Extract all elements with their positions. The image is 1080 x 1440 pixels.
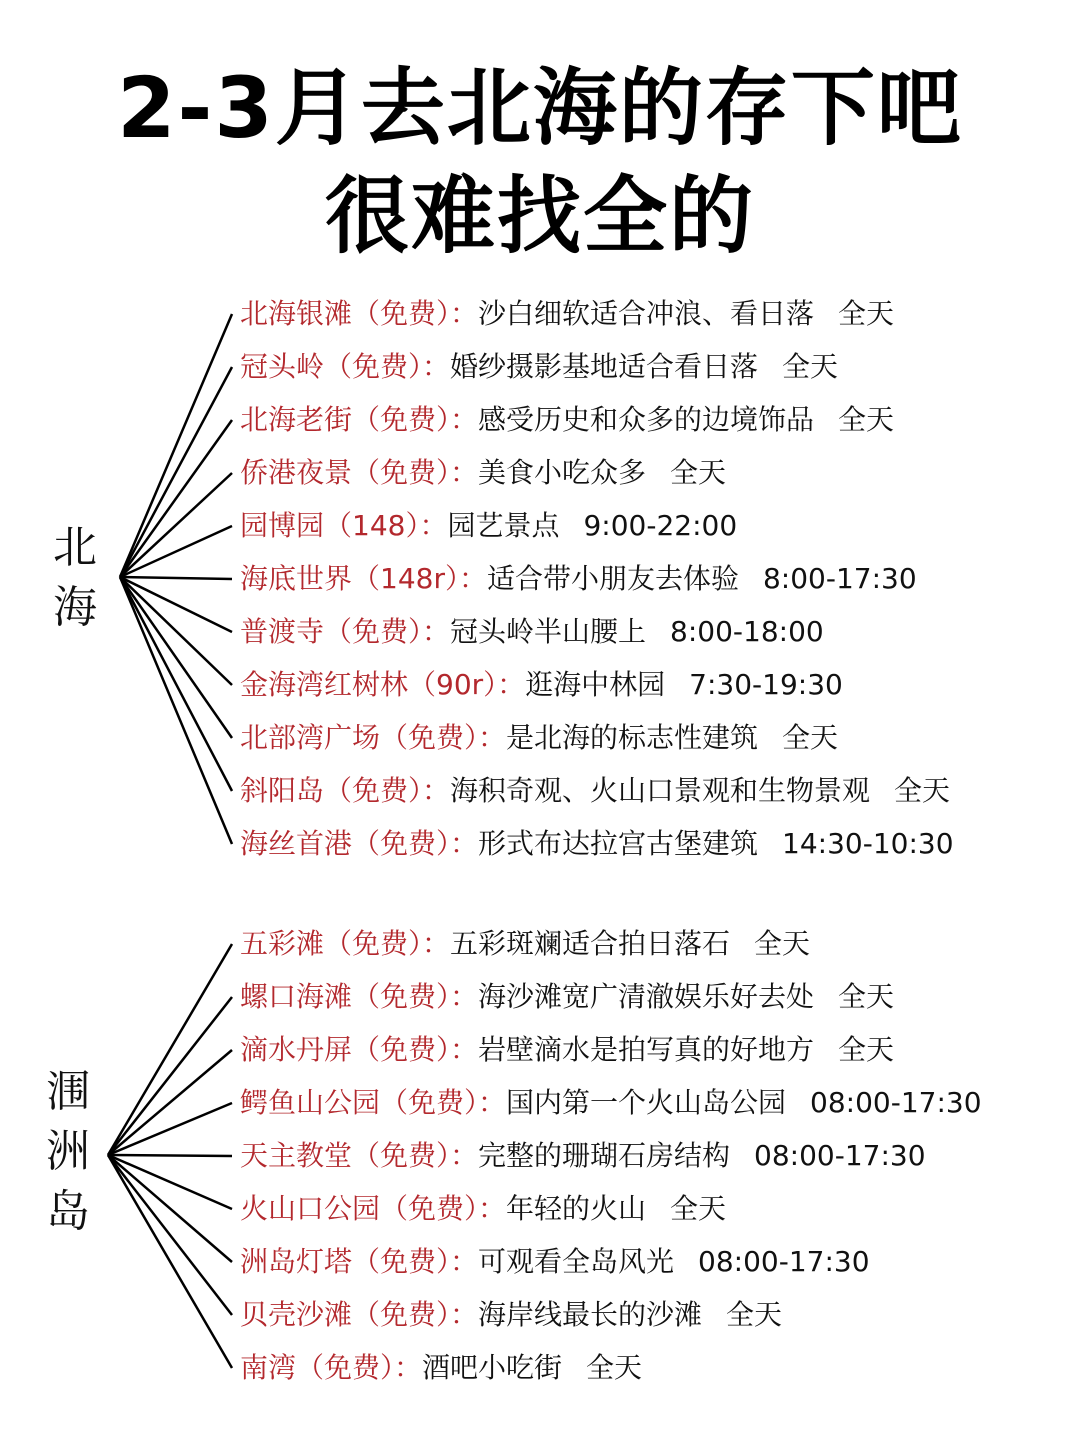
attraction-row xyxy=(240,506,737,546)
attraction-row xyxy=(240,1242,870,1282)
attraction-description: 海岸线最长的沙滩 xyxy=(478,1298,703,1331)
branch-line xyxy=(120,577,232,738)
attraction-description: 感受历史和众多的边境饰品 xyxy=(478,403,815,436)
attraction-hours: 全天 xyxy=(754,927,811,960)
branch-line xyxy=(120,367,232,577)
attraction-hours: 全天 xyxy=(838,403,895,436)
attraction-name: 海底世界（148r）： xyxy=(240,562,487,595)
branch-line xyxy=(108,1050,232,1155)
attraction-description: 岩壁滴水是拍写真的好地方 xyxy=(478,1033,815,1066)
attraction-name: 园博园（148）： xyxy=(240,509,448,542)
attraction-hours: 全天 xyxy=(726,1298,783,1331)
attraction-hours: 9:00-22:00 xyxy=(583,509,738,542)
attraction-hours: 全天 xyxy=(782,350,839,383)
region-label-char: 洲 xyxy=(46,1126,90,1177)
attraction-hours: 08:00-17:30 xyxy=(810,1086,982,1119)
attraction-row xyxy=(240,559,917,599)
attraction-row xyxy=(240,1083,982,1123)
attraction-row xyxy=(240,294,894,334)
attraction-description: 沙白细软适合冲浪、看日落 xyxy=(478,297,815,330)
attraction-row xyxy=(240,771,950,811)
attraction-row xyxy=(240,977,894,1017)
branch-line xyxy=(108,1155,232,1156)
attraction-name: 普渡寺（免费）： xyxy=(240,615,451,648)
attraction-name: 南湾（免费）： xyxy=(240,1351,423,1384)
region-label xyxy=(38,1062,98,1242)
branch-line xyxy=(120,473,232,577)
attraction-row xyxy=(240,824,954,864)
region-label-char: 海 xyxy=(53,582,97,633)
attraction-row xyxy=(240,612,824,652)
region-label xyxy=(45,518,105,638)
attraction-description: 酒吧小吃街 xyxy=(422,1351,563,1384)
attraction-name: 北海银滩（免费）： xyxy=(240,297,479,330)
attraction-hours: 全天 xyxy=(782,721,839,754)
branch-line xyxy=(108,944,232,1155)
attraction-name: 火山口公园（免费）： xyxy=(240,1192,507,1225)
branch-line xyxy=(120,577,232,579)
attraction-description: 美食小吃众多 xyxy=(478,456,647,489)
attraction-hours: 8:00-17:30 xyxy=(762,562,917,595)
attraction-hours: 全天 xyxy=(838,980,895,1013)
attraction-description: 完整的珊瑚石房结构 xyxy=(478,1139,731,1172)
attraction-hours: 8:00-18:00 xyxy=(670,615,824,648)
attraction-row xyxy=(240,453,726,493)
attraction-hours: 14:30-10:30 xyxy=(782,827,954,860)
attraction-description: 海积奇观、火山口景观和生物景观 xyxy=(450,774,871,807)
attraction-name: 螺口海滩（免费）： xyxy=(240,980,479,1013)
attraction-description: 婚纱摄影基地适合看日落 xyxy=(450,350,759,383)
attraction-description: 形式布达拉宫古堡建筑 xyxy=(478,827,759,860)
attraction-name: 侨港夜景（免费）： xyxy=(240,456,479,489)
attraction-row xyxy=(240,400,894,440)
attraction-description: 五彩斑斓适合拍日落石 xyxy=(450,927,731,960)
attraction-row xyxy=(240,347,838,387)
attraction-row xyxy=(240,1189,726,1229)
attraction-description: 海沙滩宽广清澈娱乐好去处 xyxy=(478,980,815,1013)
branch-line xyxy=(108,1155,232,1262)
region-label-char: 岛 xyxy=(46,1186,90,1237)
region-label-char: 北 xyxy=(53,522,97,573)
attraction-name: 贝壳沙滩（免费）： xyxy=(240,1298,479,1331)
attraction-name: 金海湾红树林（90r）： xyxy=(240,668,526,701)
attraction-hours: 全天 xyxy=(586,1351,643,1384)
attraction-row xyxy=(240,1136,926,1176)
branch-line xyxy=(120,577,232,844)
attraction-hours: 全天 xyxy=(838,297,895,330)
attraction-name: 冠头岭（免费）： xyxy=(240,350,451,383)
attraction-hours: 全天 xyxy=(670,456,727,489)
attraction-hours: 08:00-17:30 xyxy=(698,1245,870,1278)
attraction-name: 北部湾广场（免费）： xyxy=(240,721,507,754)
attraction-description: 年轻的火山 xyxy=(506,1192,647,1225)
attraction-row xyxy=(240,1030,894,1070)
attraction-description: 冠头岭半山腰上 xyxy=(450,615,647,648)
attraction-hours: 全天 xyxy=(670,1192,727,1225)
attraction-hours: 全天 xyxy=(838,1033,895,1066)
attraction-description: 适合带小朋友去体验 xyxy=(486,562,739,595)
region-label-char: 涠 xyxy=(46,1066,90,1117)
branch-line xyxy=(120,577,232,632)
branch-line xyxy=(108,1103,232,1155)
branch-line xyxy=(108,997,232,1155)
attraction-row xyxy=(240,665,843,705)
attraction-row xyxy=(240,1348,642,1388)
attraction-name: 洲岛灯塔（免费）： xyxy=(240,1245,479,1278)
attraction-description: 国内第一个火山岛公园 xyxy=(506,1086,787,1119)
page-subtitle: 很难找全的 xyxy=(324,167,755,265)
attraction-hours: 08:00-17:30 xyxy=(754,1139,926,1172)
page-title: 2-3月去北海的存下吧 xyxy=(117,59,963,157)
attraction-name: 鳄鱼山公园（免费）： xyxy=(240,1086,507,1119)
attraction-name: 斜阳岛（免费）： xyxy=(240,774,451,807)
branch-line xyxy=(108,1155,232,1209)
attraction-description: 园艺景点 xyxy=(447,509,560,542)
attraction-description: 可观看全岛风光 xyxy=(478,1245,675,1278)
attraction-name: 五彩滩（免费）： xyxy=(240,927,451,960)
branch-line xyxy=(108,1155,232,1315)
attraction-name: 天主教堂（免费）： xyxy=(240,1139,479,1172)
branch-line xyxy=(120,577,232,685)
attraction-row xyxy=(240,718,838,758)
attraction-hours: 全天 xyxy=(894,774,951,807)
attraction-hours: 7:30-19:30 xyxy=(689,668,843,701)
attraction-row xyxy=(240,924,810,964)
branch-line xyxy=(120,577,232,791)
attraction-name: 海丝首港（免费）： xyxy=(240,827,479,860)
attraction-name: 滴水丹屏（免费）： xyxy=(240,1033,479,1066)
attraction-description: 是北海的标志性建筑 xyxy=(506,721,759,754)
attraction-description: 逛海中林园 xyxy=(525,668,666,701)
attraction-name: 北海老街（免费）： xyxy=(240,403,479,436)
branch-line xyxy=(108,1155,232,1368)
attraction-row xyxy=(240,1295,782,1335)
